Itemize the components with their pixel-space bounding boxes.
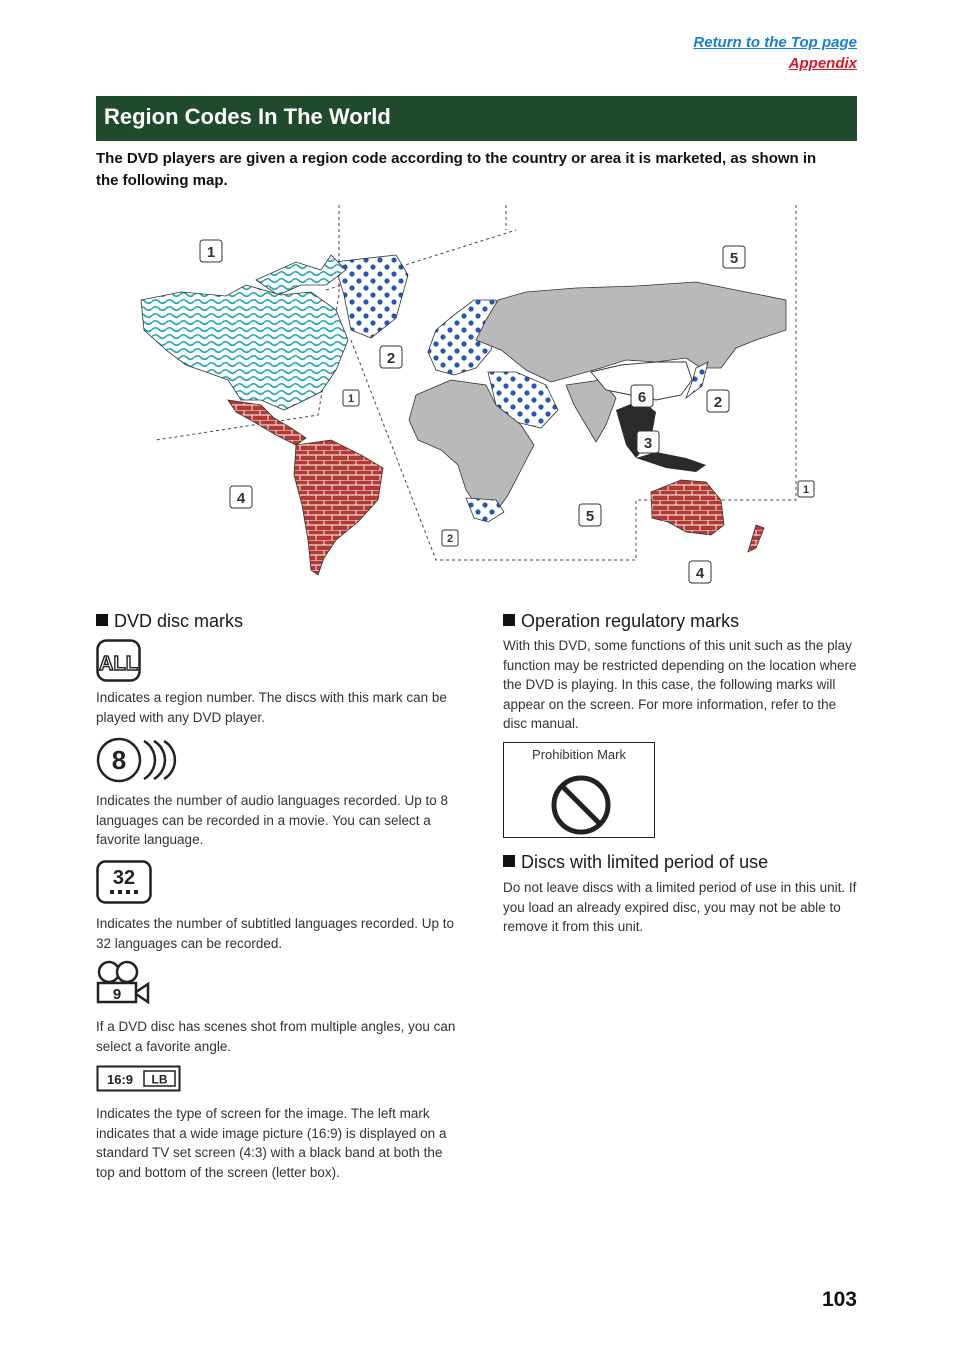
all-mark-description: Indicates a region number. The discs with this mark can be played with any DVD player. <box>96 690 447 725</box>
region-label-1-americas <box>200 240 222 262</box>
svg-text:32: 32 <box>112 867 136 889</box>
svg-text:1: 1 <box>802 484 810 496</box>
screen-mark-description: Indicates the type of screen for the image. The left mark indicates that a wide image picture (16:9) is displayed on a standard TV set screen (4:3) with a black band at both the top and bottom of the screen (letter box). <box>96 1106 447 1180</box>
audio-mark-description: Indicates the number of audio languages recorded. Up to 8 languages can be recorded in a movie. You can select a favorite language. <box>96 793 448 847</box>
screen-type-mark-icon <box>96 1065 182 1093</box>
dvd-disc-marks-heading: DVD disc marks <box>96 611 243 632</box>
svg-text:LB: LB <box>151 1072 168 1087</box>
all-region-mark-icon <box>96 639 142 683</box>
bullet-square-icon <box>503 855 515 867</box>
region-map <box>96 200 857 600</box>
angle-mark-description: If a DVD disc has scenes shot from multiple angles, you can select a favorite angle. <box>96 1019 456 1054</box>
section-banner <box>96 96 857 141</box>
top-navigation <box>693 32 857 74</box>
region-label-2-japan <box>707 390 729 412</box>
region-label-6-china <box>631 385 653 407</box>
region-label-5-africa <box>579 504 601 526</box>
page-title: Region Codes In The World <box>104 104 391 129</box>
svg-text:5: 5 <box>729 250 739 267</box>
svg-text:9: 9 <box>112 986 122 1003</box>
intro-text: The DVD players are given a region code according to the country or area it is marketed, as shown in the following map. <box>96 150 817 189</box>
region-label-2-europe <box>380 346 402 368</box>
region-label-5-russia <box>723 246 745 268</box>
prohibition-mark-box <box>503 742 655 838</box>
svg-text:8: 8 <box>111 745 127 775</box>
operation-marks-heading: Operation regulatory marks <box>503 611 739 632</box>
svg-text:5: 5 <box>585 508 595 525</box>
appendix-link[interactable]: Appendix <box>788 55 857 72</box>
svg-text:16:9: 16:9 <box>106 1072 134 1087</box>
bullet-square-icon <box>96 614 108 626</box>
svg-text:2: 2 <box>386 350 396 367</box>
region-label-1-pacific <box>798 481 814 497</box>
svg-text:6: 6 <box>637 389 647 406</box>
prohibition-mark-label: Prohibition Mark <box>532 747 626 762</box>
limited-period-description: Do not leave discs with a limited period of use in this unit. If you load an already expired disc, you may not be able to remove it from this unit. <box>503 880 857 934</box>
operation-marks-description: With this DVD, some functions of this unit such as the play function may be restricted depending on the location where the DVD is playing. In this case, the following marks will appear on the screen. For more information, refer to the disc manual. <box>503 638 857 731</box>
region-label-4-americas <box>230 486 252 508</box>
svg-text:1: 1 <box>347 393 355 405</box>
prohibition-icon <box>548 775 614 837</box>
svg-text:1: 1 <box>206 244 216 261</box>
region-label-2-south-africa <box>442 530 458 546</box>
page-number: 103 <box>821 1288 857 1311</box>
svg-text:3: 3 <box>643 435 653 452</box>
subtitle-languages-mark-icon <box>96 860 154 906</box>
svg-text:2: 2 <box>713 394 723 411</box>
region-label-1-small <box>343 390 359 406</box>
return-to-top-link[interactable]: Return to the Top page <box>693 34 857 51</box>
audio-languages-mark-icon <box>96 736 180 784</box>
svg-text:4: 4 <box>236 490 246 507</box>
svg-text:ALL: ALL <box>99 653 138 675</box>
subtitle-mark-description: Indicates the number of subtitled languages recorded. Up to 32 languages can be recorded. <box>96 916 454 951</box>
region-label-4-oceania <box>689 561 711 583</box>
svg-text:2: 2 <box>446 533 454 545</box>
limited-period-heading: Discs with limited period of use <box>503 852 768 873</box>
bullet-square-icon <box>503 614 515 626</box>
svg-text:4: 4 <box>695 565 705 582</box>
region-label-3-asia <box>637 431 659 453</box>
camera-angle-mark-icon <box>96 959 152 1005</box>
